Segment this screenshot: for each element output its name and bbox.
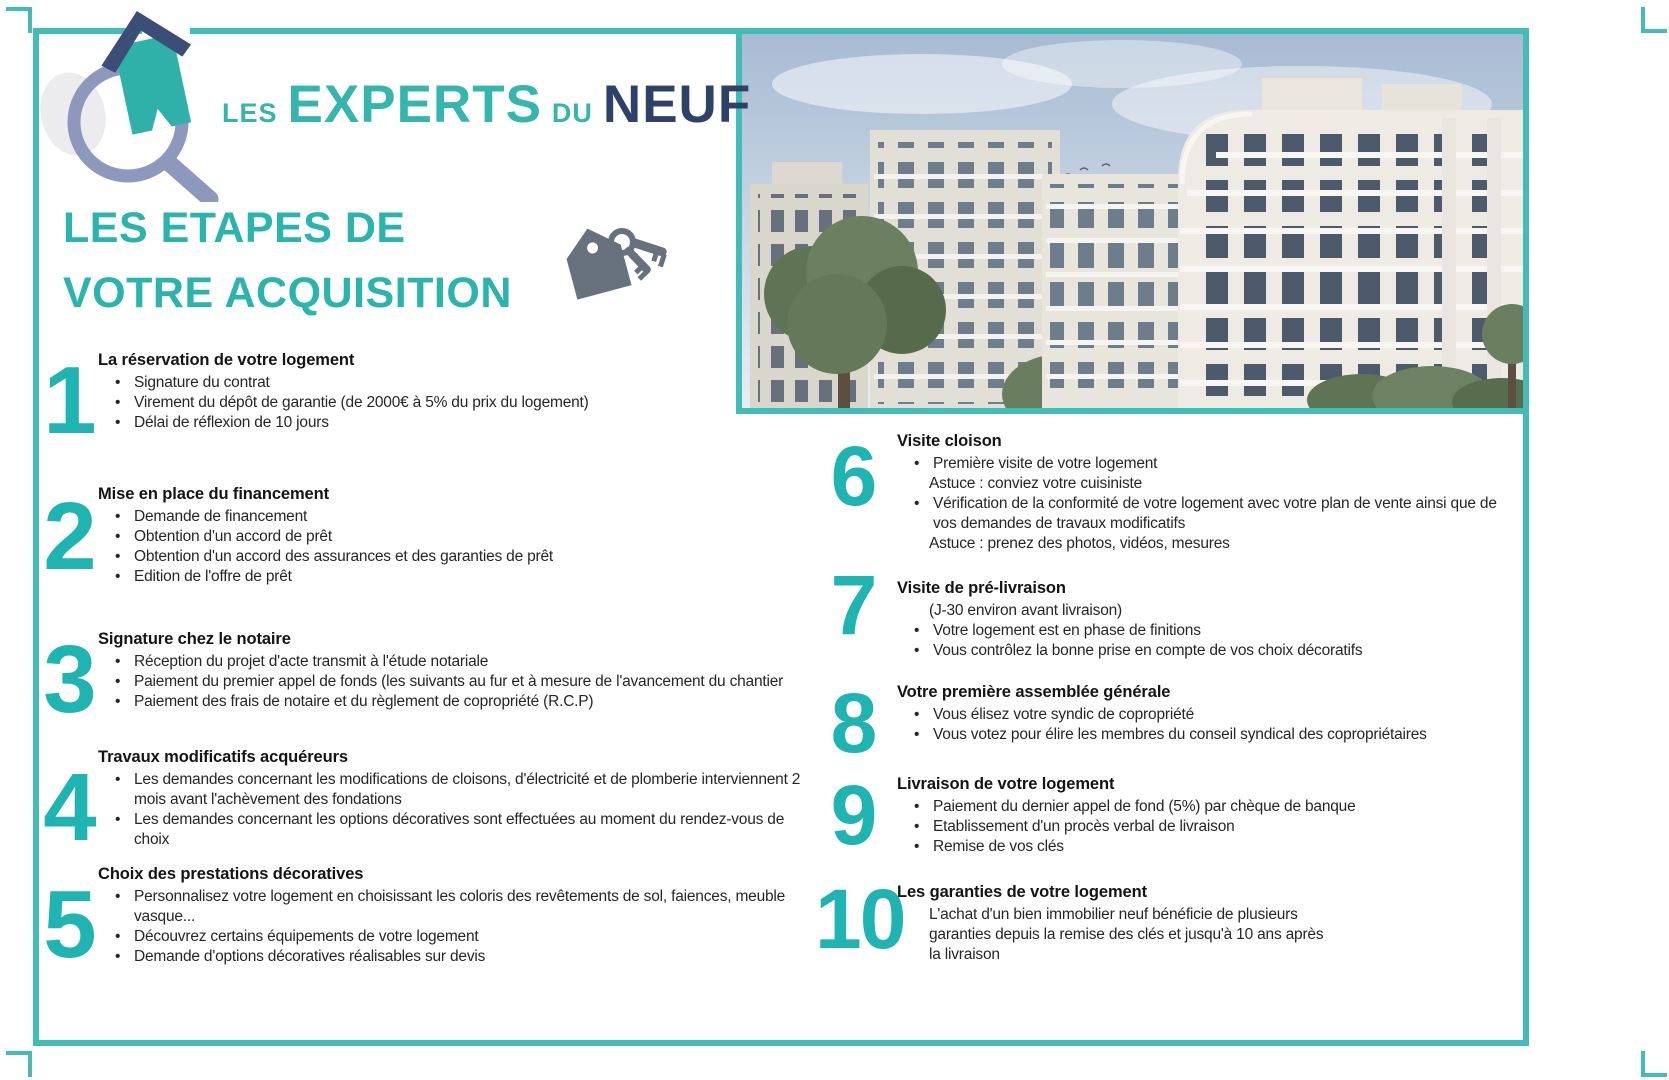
step-list [98,507,812,587]
list-item: Astuce : prenez des photos, vidéos, mesures [929,535,1230,552]
corner-mark-bottom-right [1641,1051,1667,1077]
logo-word-neuf: NEUF [602,75,752,134]
step-1 [40,347,812,454]
building-photo [736,28,1529,414]
page-title-line2: VOTRE ACQUISITION [63,269,512,317]
step-list [98,652,812,712]
step-number: 1 [43,347,95,454]
step-3 [40,626,812,733]
house-keys-icon [556,216,674,300]
page-title [63,196,512,326]
step-title: Choix des prestations décoratives [98,865,364,883]
step-title: Travaux modificatifs acquéreurs [98,748,348,766]
list-item: • Demande de financement [98,507,812,527]
list-item: • Réception du projet d'acte transmit à l'étude notariale [98,652,812,672]
list-item: L'achat d'un bien immobilier neuf bénéficie de plusieurs garanties depuis la remise des clés et jusqu'à 10 ans après la livraison [929,906,1324,963]
step-list [98,373,812,433]
step-list [897,797,1524,857]
step-list [98,887,812,967]
step-number: 6 [830,429,876,523]
corner-mark-bottom-left [6,1051,32,1077]
step-number: 4 [43,754,95,861]
step-list [897,601,1524,661]
list-item: • Vérification de la conformité de votre logement avec votre plan de vente ainsi que de vos demandes de travaux modificatifs [897,494,1524,534]
step-2 [40,483,812,590]
step-5 [40,864,812,978]
logo-word-experts: EXPERTS [287,75,542,134]
list-item: • Les demandes concernant les options décoratives sont effectuées au moment du rendez-vous de choix [98,810,812,850]
corner-mark-top-right [1641,7,1667,33]
step-list [897,905,1524,965]
step-list [98,770,812,850]
step-8 [815,676,1524,770]
step-4 [40,747,812,861]
step-title: Les garanties de votre logement [897,883,1147,901]
step-title: Mise en place du financement [98,485,330,503]
list-item: • Edition de l'offre de prêt [98,567,812,587]
step-7 [815,558,1524,661]
step-number: 10 [815,872,905,966]
list-item: • Vous votez pour élire les membres du conseil syndical des copropriétaires [897,725,1524,745]
list-item: • Obtention d'un accord de prêt [98,527,812,547]
list-item: • Délai de réflexion de 10 jours [98,413,812,433]
list-item: • Votre logement est en phase de finitions [897,621,1524,641]
step-number: 5 [43,871,95,978]
list-item: • Virement du dépôt de garantie (de 2000€ à 5% du prix du logement) [98,393,812,413]
list-item: • Personnalisez votre logement en choisissant les coloris des revêtements de sol, faiences, meuble vasque... [98,887,812,927]
step-number: 3 [43,626,95,733]
step-10 [815,872,1524,966]
step-number: 7 [830,558,876,652]
list-item: • Vous contrôlez la bonne prise en compte de vos choix décoratifs [897,641,1524,661]
list-item: • Paiement des frais de notaire et du règlement de copropriété (R.C.P) [98,692,812,712]
house-magnifier-icon [28,2,238,202]
list-item: • Les demandes concernant les modifications de cloisons, d'électricité et de plomberie interviennent 2 mois avant l'achèvement des fondations [98,770,812,810]
list-item: Astuce : conviez votre cuisiniste [929,475,1143,492]
list-item: (J-30 environ avant livraison) [929,602,1123,619]
list-item: • Découvrez certains équipements de votre logement [98,927,812,947]
step-list [897,454,1524,554]
step-number: 2 [43,483,95,590]
step-title: Signature chez le notaire [98,630,291,648]
step-title: Livraison de votre logement [897,775,1115,793]
list-item: • Signature du contrat [98,373,812,393]
step-title: Votre première assemblée générale [897,683,1171,701]
step-6 [815,431,1524,554]
list-item: • Paiement du premier appel de fonds (les suivants au fur et à mesure de l'avancement du chantier [98,672,812,692]
step-number: 9 [830,768,876,862]
list-item: • Paiement du dernier appel de fond (5%) par chèque de banque [897,797,1524,817]
list-item: • Remise de vos clés [897,837,1524,857]
step-number: 8 [830,676,876,770]
step-title: La réservation de votre logement [98,351,355,369]
step-list [897,705,1524,745]
logo-wordmark [222,74,751,135]
page-title-line1: LES ETAPES DE [63,204,406,252]
list-item: • Demande d'options décoratives réalisables sur devis [98,947,812,967]
step-title: Visite cloison [897,432,1002,450]
list-item: • Première visite de votre logement [897,454,1524,474]
list-item: • Obtention d'un accord des assurances et des garanties de prêt [98,547,812,567]
step-9 [815,768,1524,862]
logo-word-du: DU [551,98,593,128]
list-item: • Etablissement d'un procès verbal de livraison [897,817,1524,837]
step-title: Visite de pré-livraison [897,579,1066,597]
list-item: • Vous élisez votre syndic de copropriété [897,705,1524,725]
logo-word-les: LES [222,98,278,128]
